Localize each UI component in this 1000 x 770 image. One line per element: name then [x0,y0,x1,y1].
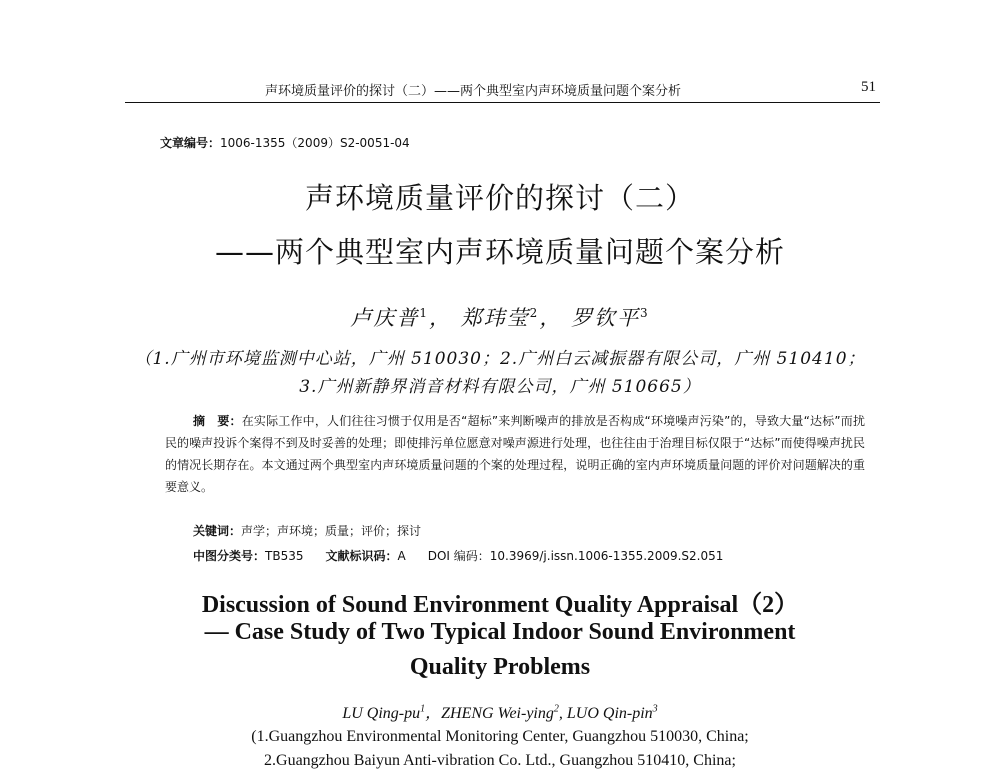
affiliation-zh-line1: （1.广州市环境监测中心站，广州 510030；2.广州白云减振器有限公司，广州 510410； [134,349,866,369]
author-zh-name: 郑玮莹 [460,306,530,330]
affiliation-en-line1: (1.Guangzhou Environmental Monitoring Center, Guangzhou 510030, China; [251,728,749,745]
author-zh-name: 卢庆普 [350,306,420,330]
author-en-name: LUO Qin-pin [566,705,653,722]
keywords-label: 关键词： [193,524,242,538]
title-en-line2: — Case Study of Two Typical Indoor Sound Environment [204,619,796,645]
author-en-name: LU Qing-pu [342,705,421,722]
title-en-line1: Discussion of Sound Environment Quality Appraisal（2） [201,592,799,618]
author-en-sup: 2 [553,703,559,715]
doi-value: 10.3969/j.issn.1006-1355.2009.S2.051 [489,549,724,563]
author-zh-sup: 2 [529,306,540,320]
author-en-sup: 1 [420,703,426,715]
author-zh-sep: ， [428,306,452,330]
page-number: 51 [861,79,876,95]
article-number [160,134,410,151]
title-en-line3: Quality Problems [409,654,591,680]
title-zh-line1: 声环境质量评价的探讨（二） [304,181,695,215]
authors-zh [0,302,1000,332]
author-en-sep: ， [425,705,442,722]
authors-en [0,700,1000,723]
keywords-value: 声学；声环境；质量；评价；探讨 [241,524,422,538]
abstract-zh [165,410,865,498]
classification-line [193,547,723,564]
title-zh-line2: ——两个典型室内声环境质量问题个案分析 [214,235,785,269]
author-en-sup: 3 [652,703,658,715]
clc-label: 中图分类号： [193,549,266,563]
abstract-label: 摘 要： [193,414,242,428]
running-header [125,78,880,103]
author-zh-sep: ， [539,306,563,330]
affiliation-zh-line2: 3.广州新静界消音材料有限公司，广州 510665） [299,377,701,397]
doc-code-value: A [397,549,406,563]
keywords [193,522,421,539]
abstract-text: 在实际工作中，人们往往习惯于仅用是否“超标”来判断噪声的排放是否构成“环境噪声污染”的，导致大量“达标”而扰民的噪声投诉个案得不到及时妥善的处理；即使排污单位愿意对噪声源进行处理，也往往由于治理目标仅限于“达标”而使得噪声扰民的情况长期存在。本文通过两个典型室内声环境质量问题的个案的处理过程，说明正确的室内声环境质量问题的评价对问题解决的重要意义。 [165,414,865,494]
running-header-title: 声环境质量评价的探讨（二）——两个典型室内声环境质量问题个案分析 [265,84,682,99]
clc-value: TB535 [265,549,304,563]
article-number-label: 文章编号： [160,136,221,150]
affiliation-en-line2: 2.Guangzhou Baiyun Anti-vibration Co. Ltd., Guangzhou 510410, China; [264,752,736,769]
author-zh-name: 罗钦平 [571,306,640,330]
author-zh-sup: 3 [640,306,650,320]
author-en-name: ZHENG Wei-ying [441,705,554,722]
doc-code-label: 文献标识码： [325,549,398,563]
doi-label: DOI 编码： [427,549,490,563]
article-number-value: 1006-1355（2009）S2-0051-04 [220,136,410,150]
author-en-sep: , [558,705,567,722]
author-zh-sup: 1 [419,306,429,320]
